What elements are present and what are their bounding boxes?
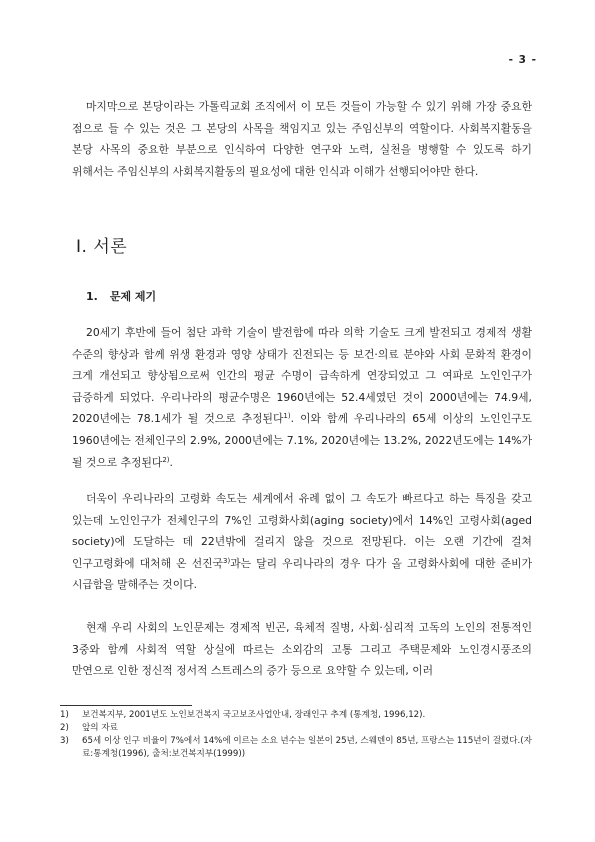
footnote-item: [60, 735, 540, 761]
body-paragraph-1: [72, 322, 532, 473]
section-number: 1.: [86, 290, 98, 303]
page-number: - 3 -: [508, 54, 537, 66]
footnote-item: [60, 709, 540, 722]
paragraph-1-text-c: .: [169, 455, 173, 469]
paragraph-1-text-a: 20세기 후반에 들어 첨단 과학 기술이 발전함에 따라 의학 기술도 크게 발전되고 경제적 생활 수준의 향상과 함께 위생 환경과 영양 상태가 진전되는 등 보건·의료 분야와 사회 문화적 환경이 크게 개선되고 향상됨으로써 인간의 평균 수명이 급속하게 연장되었고 그 여파로 노인인구가 급증하게 되었다. 우리나라의 평균수명은 1960년에는 52.4세였던 것이 2000년에는 74.9세, 2020년에는 78.1세가 될 것으로 추정된다: [72, 326, 532, 426]
footnote-number: 1): [60, 710, 69, 720]
footnote-ref-2[interactable]: 2): [162, 455, 170, 464]
body-paragraph-3: 현재 우리 사회의 노인문제는 경제적 빈곤, 육체적 질병, 사회·심리적 고독의 노인의 전통적인 3중와 함께 사회적 역할 상실에 따르는 소외감의 고통 그리고 주택문제와 노인경시풍조의 만연으로 인한 정신적 정서적 스트레스의 증가 등으로 요약할 수 있는데, 이러: [72, 621, 532, 678]
section-title: 문제 제기: [109, 290, 157, 303]
chapter-heading: Ⅰ. 서론: [76, 237, 128, 257]
body-paragraph-2: [72, 488, 532, 596]
section-heading: [86, 288, 156, 304]
paragraph-2-text-a: 더욱이 우리나라의 고령화 속도는 세계에서 유례 없이 그 속도가 빠르다고 하는 특징을 갖고 있는데 노인인구가 전체인구의 7%인 고령화사회(aging society)에서 14%인 고령사회(aged society)에 도달하는 데 22년밖에 걸리지 않을 것으로 전망된다. 이는 오랜 기간에 걸쳐 인구고령화에 대처해 온 선진국: [72, 492, 532, 570]
footnote-ref-3[interactable]: 3): [223, 556, 231, 565]
footnote-text: 보건복지부, 2001년도 노인보건복지 국고보조사업안내, 장래인구 추계 (통계청, 1996,12).: [82, 710, 426, 720]
paragraph-1-text-b: . 이와 함께 우리나라의 65세 이상의 노인인구도 1960년에는 전체인구의 2.9%, 2000년에는 7.1%, 2020년에는 13.2%, 2022년도에는 14%가 될 것으로 추정된다: [72, 412, 532, 469]
footnote-list: [60, 709, 540, 761]
footnote-ref-1[interactable]: 1): [283, 412, 291, 421]
paragraph-2-text-b: 과는 달리 우리나라의 경우 다가 올 고령화사회에 대한 준비가 시급함을 말해주는 것이다.: [72, 556, 532, 592]
intro-paragraph: 마지막으로 본당이라는 가톨릭교회 조직에서 이 모든 것들이 가능할 수 있기 위해 가장 중요한 점으로 들 수 있는 것은 그 본당의 사목을 책임지고 있는 주임신부의 역할이다. 사회복지활동을 본당 사목의 중요한 부분으로 인식하여 다양한 연구와 노력, 실천을 병행할 수 있도록 하기 위해서는 주임신부의 사회복지활동의 필요성에 대한 인식과 이해가 선행되어야만 한다.: [72, 100, 532, 178]
footnote-number: 2): [60, 723, 69, 733]
footnote-text: 앞의 자료: [82, 723, 118, 733]
footnote-text: 65세 이상 인구 비율이 7%에서 14%에 이르는 소요 년수는 일본이 25년, 스웨덴이 85년, 프랑스는 115년이 걸렸다.(자료:통계청(1996), 출처:보건복지부(1999)): [82, 736, 532, 759]
footnote-number: 3): [60, 736, 69, 746]
footnote-item: [60, 722, 540, 735]
footnote-divider: [60, 705, 192, 706]
